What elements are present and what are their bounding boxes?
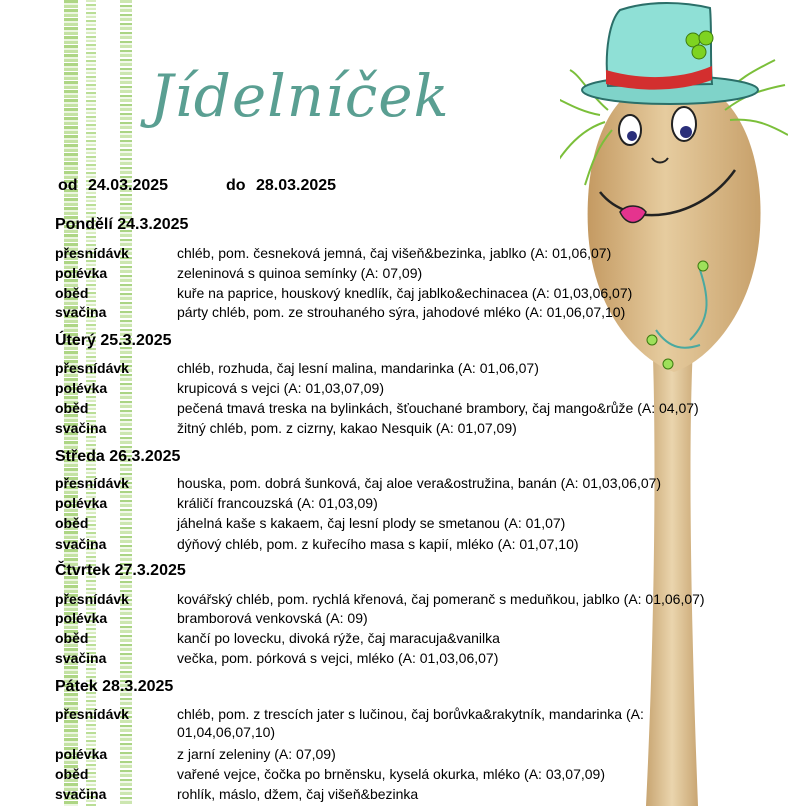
meal-name: oběd	[55, 630, 89, 646]
day-title: Pátek 28.3.2025	[55, 678, 174, 695]
meal-name: přesnídávk	[55, 360, 129, 376]
meal-description: kuře na paprice, houskový knedlík, čaj jablko&echinacea (A: 01,03,06,07)	[177, 285, 633, 301]
meal-description: večka, pom. pórková s vejci, mléko (A: 01,03,06,07)	[177, 650, 499, 666]
meal-description: králičí francouzská (A: 01,03,09)	[177, 495, 378, 511]
meal-name: polévka	[55, 610, 108, 626]
meal-description: jáhelná kaše s kakaem, čaj lesní plody se smetanou (A: 01,07)	[177, 515, 566, 531]
meal-name: polévka	[55, 265, 108, 281]
meal-description: chléb, pom. česneková jemná, čaj višeň&bezinka, jablko (A: 01,06,07)	[177, 245, 612, 261]
meal-description: žitný chléb, pom. z cizrny, kakao Nesquik (A: 01,07,09)	[177, 420, 517, 436]
meal-name: polévka	[55, 746, 108, 762]
day-title: Středa 26.3.2025	[55, 448, 181, 465]
from-label: od	[58, 177, 78, 194]
day-title: Pondělí 24.3.2025	[55, 216, 189, 233]
meal-name: svačina	[55, 786, 107, 802]
meal-name: přesnídávk	[55, 591, 129, 607]
to-label: do	[226, 177, 246, 194]
meal-name: přesnídávk	[55, 475, 129, 491]
day-title: Úterý 25.3.2025	[55, 332, 172, 349]
meal-description: krupicová s vejci (A: 01,03,07,09)	[177, 380, 384, 396]
meal-description: zeleninová s quinoa semínky (A: 07,09)	[177, 265, 423, 281]
meal-name: svačina	[55, 304, 107, 320]
meal-description: vařené vejce, čočka po brněnsku, kyselá okurka, mléko (A: 03,07,09)	[177, 766, 605, 782]
to-date: 28.03.2025	[256, 177, 337, 194]
meal-description: houska, pom. dobrá šunková, čaj aloe vera&ostružina, banán (A: 01,03,06,07)	[177, 475, 662, 491]
meal-description: z jarní zeleniny (A: 07,09)	[177, 746, 336, 762]
meal-description: párty chléb, pom. ze strouhaného sýra, jahodové mléko (A: 01,06,07,10)	[177, 304, 626, 320]
meal-name: svačina	[55, 536, 107, 552]
meal-name: polévka	[55, 495, 108, 511]
meal-description: pečená tmavá treska na bylinkách, šťouchané brambory, čaj mango&růže (A: 04,07)	[177, 400, 699, 416]
meal-name: přesnídávk	[55, 245, 129, 261]
meal-name: polévka	[55, 380, 108, 396]
meal-description: bramborová venkovská (A: 09)	[177, 610, 368, 626]
day-title: Čtvrtek 27.3.2025	[55, 562, 186, 579]
meal-name: oběd	[55, 515, 89, 531]
meal-name: oběd	[55, 285, 89, 301]
meal-description: chléb, pom. z trescích jater s lučinou, čaj borůvka&rakytník, mandarinka (A: 01,04,06,07,10)	[177, 706, 644, 740]
meal-description: chléb, rozhuda, čaj lesní malina, mandarinka (A: 01,06,07)	[177, 360, 539, 376]
meal-description: kovářský chléb, pom. rychlá křenová, čaj pomeranč s meduňkou, jablko (A: 01,06,07)	[177, 591, 705, 607]
date-to	[226, 177, 336, 195]
meal-description: kančí po lovecku, divoká rýže, čaj maracuja&vanilka	[177, 630, 500, 646]
meal-name: oběd	[55, 766, 89, 782]
from-date: 24.03.2025	[88, 177, 169, 194]
meal-name: svačina	[55, 420, 107, 436]
meal-description: dýňový chléb, pom. z kuřecího masa s kapií, mléko (A: 01,07,10)	[177, 536, 579, 552]
date-from	[58, 177, 168, 195]
meal-name: svačina	[55, 650, 107, 666]
page-title: Jídelníček	[150, 62, 450, 130]
meal-name: přesnídávk	[55, 706, 129, 722]
meal-name: oběd	[55, 400, 89, 416]
meal-description: rohlík, máslo, džem, čaj višeň&bezinka	[177, 786, 419, 802]
